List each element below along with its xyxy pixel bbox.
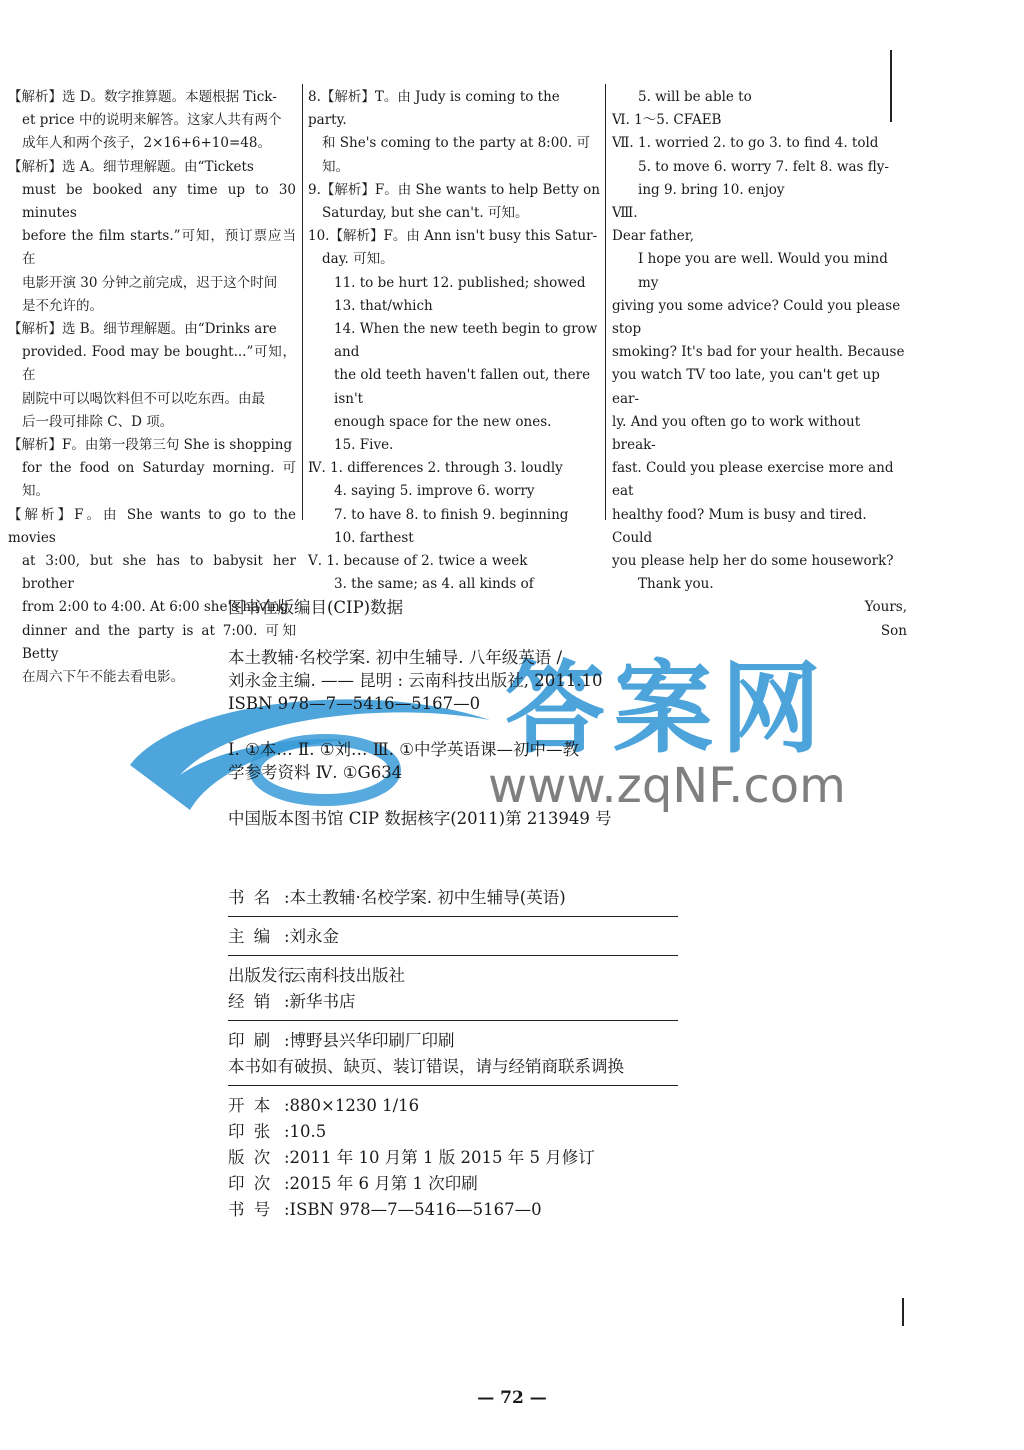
sheets-row (228, 1120, 678, 1143)
label: 开 本 (228, 1096, 273, 1115)
answer-line: Saturday, but she can't. 可知。 (322, 205, 529, 222)
value: :刘永金 (284, 927, 340, 946)
label: 印 刷 (228, 1031, 273, 1050)
page-number: — 72 — (477, 1388, 547, 1408)
value: :2011 年 10 月第 1 版 2015 年 5 月修订 (284, 1148, 595, 1167)
answer-line: 14. When the new teeth begin to grow and (334, 321, 598, 361)
answer-line: 4. saying 5. improve 6. worry (334, 483, 535, 500)
format-row (228, 1094, 678, 1117)
answer-line: 9.【解析】F。由 She wants to help Betty on (308, 181, 600, 198)
answer-line: from 2:00 to 4:00. At 6:00 she's having (22, 599, 289, 616)
answer-line: 7. to have 8. to finish 9. beginning (334, 506, 569, 523)
answer-line: enough space for the new ones. (334, 413, 552, 430)
answer-line: at 3:00, but she has to babysit her brother (22, 553, 296, 593)
scan-edge-mark (902, 1298, 904, 1326)
answer-line: provided. Food may be bought...”可知，在 (22, 344, 296, 384)
cip-block (228, 596, 678, 830)
answer-line: day. 可知。 (322, 251, 394, 268)
answer-line: et price 中的说明来解答。这家人共有两个 (22, 112, 282, 129)
label: 版 次 (228, 1148, 273, 1167)
label: 出版发行 (228, 966, 294, 985)
label: 印 张 (228, 1122, 273, 1141)
answer-line: 在周六下午不能去看电影。 (22, 669, 184, 686)
answer-line: 和 She's coming to the party at 8:00. 可知。 (322, 135, 590, 175)
watermark-url: www.zqNF.com (488, 758, 846, 814)
answer-column-2 (308, 86, 600, 596)
letter-closing: Yours, (864, 599, 907, 616)
cip-classification: Ⅰ. ①本… Ⅱ. ①刘… Ⅲ. ①中学英语课—初中—教 (228, 740, 579, 759)
label: 书 名 (228, 888, 273, 907)
distributor-row (228, 990, 678, 1013)
colophon (228, 886, 678, 1221)
value: :ISBN 978—7—5416—5167—0 (284, 1200, 542, 1219)
letter-signature: Son (880, 622, 907, 639)
value: :本土教辅·名校学案. 初中生辅导(英语) (284, 888, 566, 907)
label: 书 号 (228, 1200, 273, 1219)
cip-entry: 本土教辅·名校学案. 初中生辅导. 八年级英语 / (228, 648, 563, 667)
letter-line: healthy food? Mum is busy and tired. Could (612, 506, 867, 546)
value: :新华书店 (284, 992, 356, 1011)
answer-line: 15. Five. (334, 437, 394, 454)
label: 经 销 (228, 992, 273, 1011)
letter-line: giving you some advice? Could you please stop (612, 297, 901, 338)
divider (228, 916, 678, 917)
letter-line: fast. Could you please exercise more and eat (612, 460, 894, 500)
answer-line: 成年人和两个孩子，2×16+6+10=48。 (22, 135, 271, 152)
label: 印 次 (228, 1174, 273, 1193)
cip-classification: 学参考资料 Ⅳ. ①G634 (228, 763, 403, 782)
answer-line: before the film starts.”可知，预订票应当在 (22, 228, 296, 268)
letter-line: smoking? It's bad for your health. Because (612, 344, 905, 361)
value: :云南科技出版社 (284, 966, 406, 985)
letter-line: you please help her do some housework? (612, 553, 894, 570)
answer-line: Ⅶ. 1. worried 2. to go 3. to find 4. told (612, 135, 879, 152)
value: :10.5 (284, 1122, 327, 1141)
isbn-row (228, 1198, 678, 1221)
divider (228, 1020, 678, 1021)
printer-row (228, 1029, 678, 1052)
answer-line: Ⅵ. 1～5. CFAEB (612, 112, 722, 129)
divider (228, 955, 678, 956)
letter-line: Thank you. (638, 576, 714, 593)
printing-row (228, 1172, 678, 1195)
answer-line: 5. to move 6. worry 7. felt 8. was fly- (638, 158, 889, 175)
answer-line: 5. will be able to (638, 89, 752, 105)
watermark-cn-text: 答案网 (505, 650, 829, 767)
answer-line: 8.【解析】T。由 Judy is coming to the party. (308, 89, 560, 129)
answer-line: 剧院中可以喝饮料但不可以吃东西。由最 (22, 390, 265, 407)
value: :880×1230 1/16 (284, 1096, 420, 1115)
publisher-row (228, 964, 678, 987)
column-divider (605, 84, 606, 520)
answer-line: 10. farthest (334, 529, 414, 546)
answer-line: 后一段可排除 C、D 项。 (22, 413, 174, 430)
answer-line: 3. the same; as 4. all kinds of (334, 576, 534, 593)
book-title-row (228, 886, 678, 909)
cip-isbn: ISBN 978—7—5416—5167—0 (228, 694, 481, 713)
label: 主 编 (228, 927, 273, 946)
answer-line: 【解析】F。由第一段第三句 She is shopping (8, 437, 293, 454)
editor-row (228, 925, 678, 948)
answer-line: Ⅴ. 1. because of 2. twice a week (308, 553, 528, 570)
divider (228, 1085, 678, 1086)
answer-line: dinner and the party is at 7:00. 可知 Betty (22, 622, 296, 662)
letter-line: you watch TV too late, you can't get up ear- (612, 367, 880, 407)
letter-line: I hope you are well. Would you mind my (638, 251, 888, 291)
scan-edge-mark (890, 50, 892, 122)
column-divider (302, 84, 303, 520)
answer-line: 【解析】F。由 She wants to go to the movies (8, 506, 296, 546)
cip-number: 中国版本图书馆 CIP 数据核字(2011)第 213949 号 (228, 809, 612, 828)
answer-line: 【解析】选 B。细节理解题。由“Drinks are (8, 321, 277, 338)
edition-row (228, 1146, 678, 1169)
cip-heading: 图书在版编目(CIP)数据 (228, 598, 404, 617)
letter-line: ly. And you often go to work without break- (612, 413, 861, 454)
answer-line: 电影开演 30 分钟之前完成，迟于这个时间 (22, 274, 278, 291)
answer-column-3 (612, 86, 907, 643)
answer-line: 10.【解析】F。由 Ann isn't busy this Satur- (308, 228, 598, 245)
answer-line: 【解析】选 D。数字推算题。本题根据 Tick- (8, 89, 277, 105)
answer-line: 是不允许的。 (22, 297, 103, 314)
value: :2015 年 6 月第 1 次印刷 (284, 1174, 478, 1193)
answer-line: Ⅳ. 1. differences 2. through 3. loudly (308, 460, 563, 477)
answer-line: 11. to be hurt 12. published; showed (334, 274, 586, 291)
answer-line: the old teeth haven't fallen out, there isn't (334, 367, 591, 407)
answer-line: Ⅷ. (612, 205, 638, 222)
answer-line: ing 9. bring 10. enjoy (638, 181, 785, 198)
answer-line: for the food on Saturday morning. 可知。 (22, 460, 296, 500)
value: :博野县兴华印刷厂印刷 (284, 1031, 455, 1050)
cip-entry: 刘永金主编. —— 昆明 : 云南科技出版社, 2011.10 (228, 671, 603, 690)
damage-notice: 本书如有破损、缺页、装订错误，请与经销商联系调换 (228, 1057, 624, 1076)
answer-line: 【解析】选 A。细节理解题。由“Tickets (8, 158, 254, 175)
answer-line: 13. that/which (334, 297, 433, 314)
answer-line: must be booked any time up to 30 minutes (22, 181, 296, 222)
letter-greeting: Dear father, (612, 228, 695, 245)
